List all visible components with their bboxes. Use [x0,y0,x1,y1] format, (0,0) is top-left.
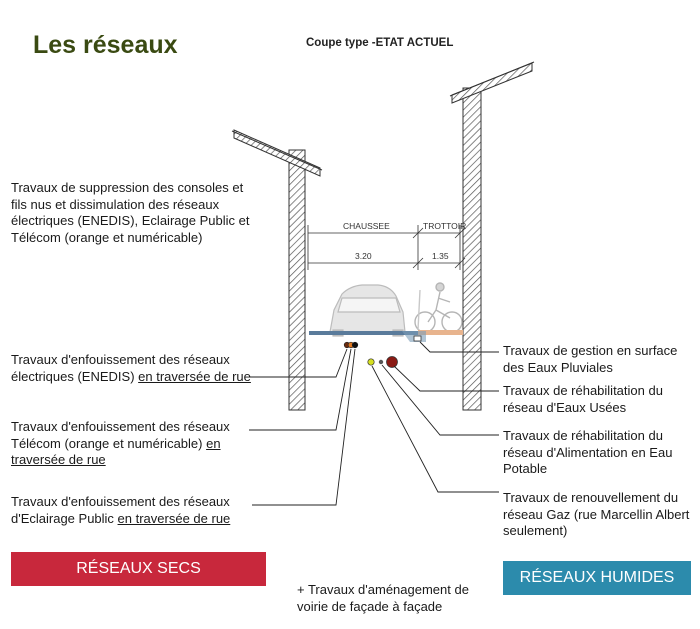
note-telecom-text: Travaux d'enfouissement des réseaux Télécom (orange et numéricable) [11,419,230,451]
note-overhead-removal: Travaux de suppression des consoles et fils nus et dissimulation des réseaux électriques (ENEDIS), Eclairage Public et Télécom (orange et numéricable) [11,180,250,245]
note-electric-text: Travaux d'enfouissement des réseaux électriques (ENEDIS) [11,352,230,384]
note-lighting-text: Travaux d'enfouissement des réseaux d'Eclairage Public [11,494,230,526]
lighting-conduit [352,342,358,348]
page-title: Les réseaux [33,31,178,59]
banner-reseaux-humides: RÉSEAUX HUMIDES [503,561,691,595]
note-potable-water: Travaux de réhabilitation du réseau d'Alimentation en Eau Potable [503,428,673,476]
chaussee-label: CHAUSSEE [343,221,390,231]
dimension-lines [308,225,465,270]
note-telecom-underlined: en traversée de rue [11,435,221,467]
note-lighting-underlined: en traversée de rue [117,510,231,526]
note-lighting-burial [11,494,266,527]
trottoir-label: TROTTOIR [423,221,467,231]
note-pluvial: Travaux de gestion en surface des Eaux Pluviales [503,343,678,375]
gas-pipe [368,359,374,365]
cyclist-illustration [415,283,462,332]
note-gas: Travaux de renouvellement du réseau Gaz (rue Marcellin Albert seulement) [503,490,690,538]
buried-networks [344,342,397,367]
wastewater-pipe [387,357,398,368]
diagram-subtitle: Coupe type -ETAT ACTUEL [306,37,454,49]
drain-inlet [414,336,421,341]
note-wastewater: Travaux de réhabilitation du réseau d'Eaux Usées [503,383,663,415]
chaussee-width: 3.20 [355,251,372,261]
footer-note: + Travaux d'aménagement de voirie de façade à façade [297,582,469,614]
note-electric-underlined: en traversée de rue [138,368,251,384]
potable-water-pipe [379,360,383,364]
note-electric-burial [11,352,261,385]
banner-reseaux-secs: RÉSEAUX SECS [11,552,266,586]
trottoir-width: 1.35 [432,251,449,261]
car-illustration [330,285,405,336]
note-telecom-burial [11,419,261,469]
